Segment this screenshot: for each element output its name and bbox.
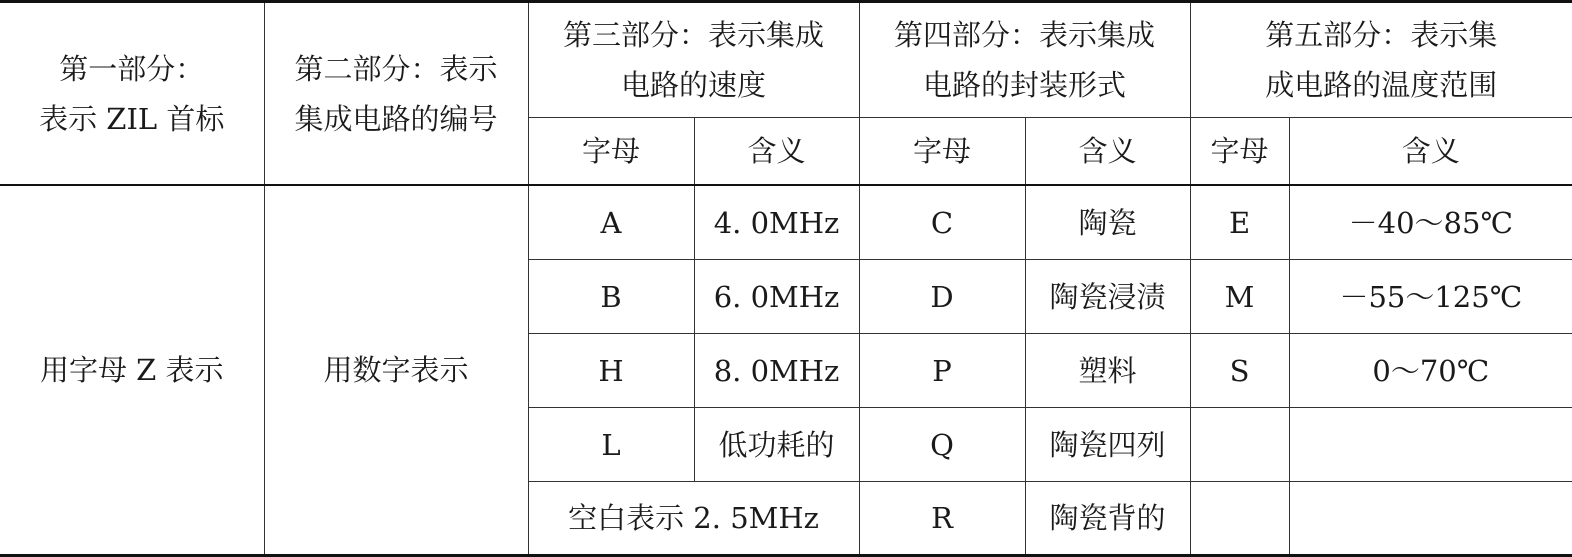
temp-meaning: －55～125℃ (1289, 260, 1572, 334)
speed-meaning: 6. 0MHz (694, 260, 859, 334)
header-row-1 (0, 2, 1572, 118)
header-part2 (264, 2, 528, 186)
package-letter: C (859, 185, 1025, 260)
header-part1-line1: 第一部分： (59, 51, 205, 86)
header-part4 (859, 2, 1190, 118)
temp-meaning: －40～85℃ (1289, 185, 1572, 260)
header-part5-line2: 成电路的温度范围 (1265, 68, 1498, 102)
temp-meaning (1289, 482, 1572, 556)
header-speed-meaning: 含义 (694, 118, 859, 186)
header-part4-line2: 电路的封装形式 (923, 68, 1127, 102)
header-speed-letter: 字母 (528, 118, 694, 186)
speed-letter: B (528, 260, 694, 334)
temp-meaning (1289, 408, 1572, 482)
part1-description: 用字母 Z 表示 (0, 185, 264, 556)
header-part2-line2: 集成电路的编号 (294, 101, 498, 136)
speed-meaning: 8. 0MHz (694, 334, 859, 408)
package-letter: Q (859, 408, 1025, 482)
temp-letter (1190, 408, 1289, 482)
package-letter: D (859, 260, 1025, 334)
header-part1 (0, 2, 264, 186)
table-row (0, 185, 1572, 260)
package-meaning: 陶瓷背的 (1025, 482, 1190, 556)
header-temp-letter: 字母 (1190, 118, 1289, 186)
speed-letter: L (528, 408, 694, 482)
header-part3-line2: 电路的速度 (621, 68, 767, 102)
package-meaning: 陶瓷 (1025, 185, 1190, 260)
speed-letter: A (528, 185, 694, 260)
temp-letter: S (1190, 334, 1289, 408)
temp-letter (1190, 482, 1289, 556)
header-part1-line2: 表示 ZIL 首标 (39, 101, 225, 136)
header-temp-meaning: 含义 (1289, 118, 1572, 186)
package-meaning: 塑料 (1025, 334, 1190, 408)
header-part2-line1: 第二部分：表示 (294, 51, 498, 86)
header-package-letter: 字母 (859, 118, 1025, 186)
header-package-meaning: 含义 (1025, 118, 1190, 186)
header-part4-line1: 第四部分：表示集成 (894, 18, 1156, 52)
header-part5 (1190, 2, 1572, 118)
speed-meaning: 4. 0MHz (694, 185, 859, 260)
speed-letter: H (528, 334, 694, 408)
package-letter: R (859, 482, 1025, 556)
part2-description: 用数字表示 (264, 185, 528, 556)
header-part3-line1: 第三部分：表示集成 (563, 18, 825, 52)
temp-letter: M (1190, 260, 1289, 334)
speed-blank-note: 空白表示 2. 5MHz (528, 482, 859, 556)
temp-meaning: 0～70℃ (1289, 334, 1572, 408)
header-part3 (528, 2, 859, 118)
package-meaning: 陶瓷四列 (1025, 408, 1190, 482)
header-part5-line1: 第五部分：表示集 (1265, 18, 1498, 52)
temp-letter: E (1190, 185, 1289, 260)
speed-meaning: 低功耗的 (694, 408, 859, 482)
package-letter: P (859, 334, 1025, 408)
package-meaning: 陶瓷浸渍 (1025, 260, 1190, 334)
